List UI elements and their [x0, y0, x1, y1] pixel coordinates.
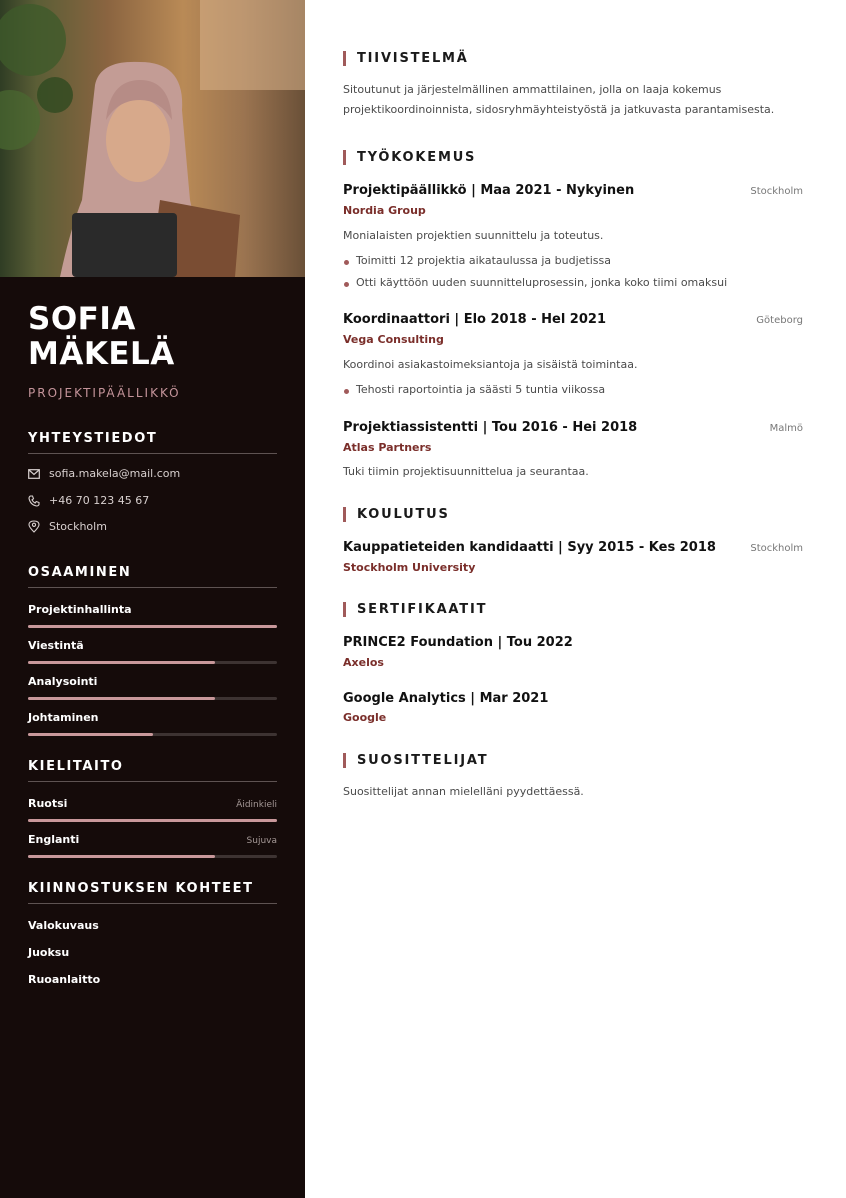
skills-heading: OSAAMINEN: [28, 565, 277, 588]
job-title: Projektiassistentti | Tou 2016 - Hei 2018: [343, 420, 638, 435]
references-text: Suosittelijat annan mielelläni pyydettäessä.: [343, 785, 584, 798]
job-bullet: Tehosti raportointia ja säästi 5 tuntia viikossa: [356, 383, 606, 396]
skill-bar: [28, 661, 277, 664]
summary-text: [343, 80, 803, 120]
certificate-issuer: Axelos: [343, 656, 384, 669]
skill-bar: [28, 625, 277, 628]
language-label: [28, 797, 277, 810]
summary-heading: TIIVISTELMÄ: [343, 51, 803, 66]
skill-name: Viestintä: [28, 639, 84, 652]
interest-item: Valokuvaus: [28, 919, 99, 932]
skill-bar-fill: [28, 661, 215, 664]
job-location: Göteborg: [756, 315, 803, 326]
experience-heading: TYÖKOKEMUS: [343, 150, 803, 165]
interest-item: Juoksu: [28, 946, 70, 959]
job-company: Nordia Group: [343, 204, 426, 217]
sidebar: [0, 0, 305, 1198]
profile-photo: [0, 0, 305, 277]
job-location: Malmö: [769, 423, 803, 434]
education-school: Stockholm University: [343, 561, 476, 574]
interests-heading: KIINNOSTUKSEN KOHTEET: [28, 881, 277, 904]
job-bullet: Otti käyttöön uuden suunnitteluprosessin, jonka koko tiimi omaksui: [356, 276, 728, 289]
skill-bar-fill: [28, 625, 277, 628]
references-heading: SUOSITTELIJAT: [343, 753, 803, 768]
contact-email[interactable]: [28, 467, 180, 480]
skill-name: Johtaminen: [28, 711, 99, 724]
first-name: SOFIA: [28, 301, 136, 337]
language-bar-fill: [28, 855, 215, 858]
certificate-issuer: Google: [343, 711, 387, 724]
contact-phone-text: +46 70 123 45 67: [49, 494, 150, 507]
contact-phone[interactable]: [28, 494, 149, 507]
job-company: Atlas Partners: [343, 441, 432, 454]
skill-bar-fill: [28, 733, 153, 736]
language-bar: [28, 855, 277, 858]
contact-heading: YHTEYSTIEDOT: [28, 431, 277, 454]
job-description: Tuki tiimin projektisuunnittelua ja seurantaa.: [343, 465, 589, 478]
job-title: Koordinaattori | Elo 2018 - Hel 2021: [343, 312, 606, 327]
location-pin-icon: [28, 520, 40, 533]
last-name: MÄKELÄ: [28, 336, 175, 372]
summary-line: Sitoutunut ja järjestelmällinen ammattilainen, jolla on laaja kokemus: [343, 83, 722, 96]
certificate-title: PRINCE2 Foundation | Tou 2022: [343, 635, 573, 650]
education-location: Stockholm: [750, 543, 803, 554]
person-name: [28, 302, 288, 372]
contact-location-text: Stockholm: [49, 520, 107, 533]
job-location: Stockholm: [750, 186, 803, 197]
skill-label: [28, 711, 277, 724]
language-name: Ruotsi: [28, 797, 68, 810]
job-description: Koordinoi asiakastoimeksiantoja ja sisäistä toimintaa.: [343, 358, 638, 371]
job-company: Vega Consulting: [343, 333, 444, 346]
contact-email-text: sofia.makela@mail.com: [49, 467, 181, 480]
certificates-heading: SERTIFIKAATIT: [343, 602, 803, 617]
language-name: Englanti: [28, 833, 80, 846]
skill-bar: [28, 697, 277, 700]
education-title: Kauppatieteiden kandidaatti | Syy 2015 - Kes 2018: [343, 540, 716, 555]
skill-bar-fill: [28, 697, 215, 700]
skill-name: Analysointi: [28, 675, 98, 688]
job-description: Monialaisten projektien suunnittelu ja toteutus.: [343, 229, 604, 242]
interest-item: Ruoanlaitto: [28, 973, 101, 986]
language-level: Äidinkieli: [236, 800, 277, 810]
languages-heading: KIELITAITO: [28, 759, 277, 782]
job-bullet: Toimitti 12 projektia aikataulussa ja budjetissa: [356, 254, 611, 267]
contact-location: [28, 520, 107, 533]
language-level: Sujuva: [246, 836, 277, 846]
skill-label: [28, 603, 277, 616]
job-title: Projektipäällikkö | Maa 2021 - Nykyinen: [343, 183, 635, 198]
skill-bar: [28, 733, 277, 736]
education-heading: KOULUTUS: [343, 507, 803, 522]
language-bar: [28, 819, 277, 822]
mail-icon: [28, 469, 40, 479]
summary-line: projektikoordinoinnista, sidosryhmäyhteistyöstä ja jatkuvasta parantamisesta.: [343, 103, 775, 116]
certificate-title: Google Analytics | Mar 2021: [343, 691, 549, 706]
language-label: [28, 833, 277, 846]
job-role: PROJEKTIPÄÄLLIKKÖ: [28, 386, 181, 400]
skill-name: Projektinhallinta: [28, 603, 132, 616]
skill-label: [28, 639, 277, 652]
phone-icon: [28, 495, 40, 507]
language-bar-fill: [28, 819, 277, 822]
skill-label: [28, 675, 277, 688]
